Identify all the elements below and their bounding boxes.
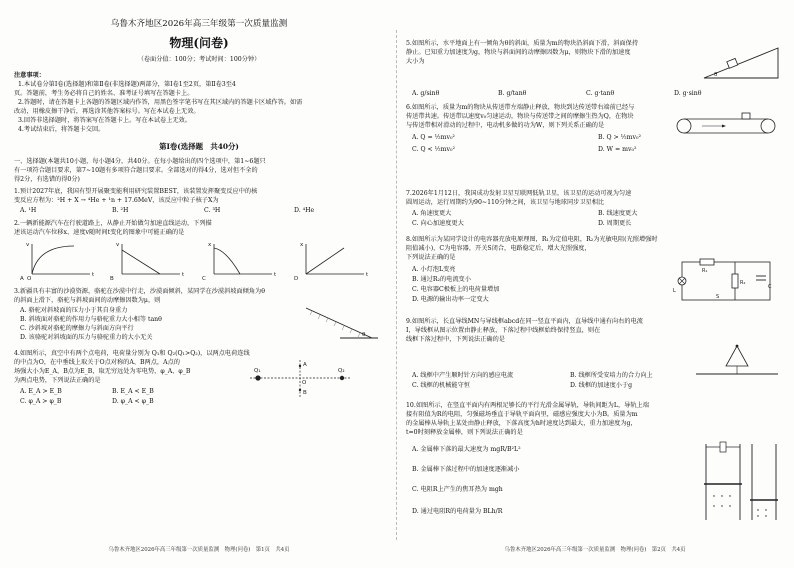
footer-right: 乌鲁木齐地区2026年高三年级第一次质量监测 物理(问卷) 第2页 共4页 xyxy=(504,547,686,553)
q4-line: 4.如图所示，真空中有两个点电荷，电荷量分别为 Q₁和 Q₂(Q₁>Q₂)，以两点电荷连线 xyxy=(14,350,250,357)
q8-option-c[interactable]: C. 电容器C极板上的电荷量增加 xyxy=(412,286,500,293)
q7-line: 7.2026年1月12日，我国成功发射卫星互联网低轨卫星，该卫星的运动可视为匀速 xyxy=(406,190,632,197)
q5-option-c[interactable]: C. g·tanθ xyxy=(586,90,615,97)
q6-option-a[interactable]: A. Q = ½mv₀² xyxy=(412,134,455,141)
page-left xyxy=(4,0,394,568)
q8-option-d[interactable]: D. 电源的输出功率一定变大 xyxy=(412,296,489,303)
q8-line: 下列说法正确的是 xyxy=(406,254,456,261)
notice-line: 4.考试结束后，将答题卡交回。 xyxy=(18,126,105,133)
q8-option-a[interactable]: A. 小灯泡L变亮 xyxy=(412,266,456,273)
q9-option-c[interactable]: C. 线框的机械能守恒 xyxy=(412,382,470,389)
notice-line: 2.答题时，请在答题卡上各题的答题区域内作答，用黑色签字笔书写在其区域内的答题卡区域作答。如需 xyxy=(18,99,303,106)
page-divider xyxy=(396,30,397,540)
q1-option-a[interactable]: A. ¹H xyxy=(20,207,37,214)
q10-option-d[interactable]: D. 通过电阻R的电荷量为 BLh/R xyxy=(412,508,503,515)
q10-line: 10.如图所示，在竖直平面内有两根足够长的平行光滑金属导轨，导轨间距为L，导轨上端 xyxy=(406,402,649,409)
q1-line: 1.预计2027年底，我国有望开展聚变能利用研究装置BEST，该装置发挥聚变反应中的核 xyxy=(14,188,258,195)
q3-line: 3.新疆具有丰富的沙漠资源，骆驼在沙漠中行走，沙漠面倾斜，某同学在沙漠斜坡面倾角为θ xyxy=(14,288,265,295)
q7-option-a[interactable]: A. 角速度更大 xyxy=(412,210,452,217)
exam-title: 乌鲁木齐地区2026年高三年级第一次质量监测 xyxy=(110,19,288,29)
q4-label-q1: Q₁ xyxy=(254,368,261,374)
q10-option-c[interactable]: C. 电阻R上产生的焦耳热为 mgh xyxy=(412,486,503,493)
q3-line: 的斜面上滑下，骆驼与斜坡面间的动摩擦因数为μ，则 xyxy=(14,297,161,304)
q5-angle-label: θ xyxy=(714,72,718,78)
q3-angle-label: θ xyxy=(362,332,366,338)
q8-label-c: C xyxy=(768,284,772,290)
notice-line: 页。答题前，考生务必将自己的姓名、准考证号填写在答题卡上。 xyxy=(14,90,194,97)
q9-option-d[interactable]: D. 线框的加速度小于g xyxy=(570,382,633,389)
q7-line: 圆周运动，运行周期约为90~110分钟之间，该卫星与地球同步卫星相比 xyxy=(406,199,605,206)
q2-label-a[interactable]: A xyxy=(20,276,24,282)
subject-title: 物理(问卷) xyxy=(169,36,229,50)
q10-line: t=0时刻释放金属棒，则下列说法正确的是 xyxy=(406,429,523,436)
notice-line: 3.回答非选择题时，将答案写在答题卡上。写在本试卷上无效。 xyxy=(18,117,191,124)
q8-circuit-figure xyxy=(672,256,782,306)
q4-line: 为两点电势，下列说法正确的是 xyxy=(14,377,101,384)
q10-option-b[interactable]: B. 金属棒下落过程中的加速度逐渐减小 xyxy=(412,466,520,473)
q2-axis-t: t xyxy=(92,272,95,278)
q3-option-a[interactable]: A. 骆驼对斜坡面的压力小于其自身重力 xyxy=(20,307,128,314)
q2-label-c[interactable]: C xyxy=(202,276,206,282)
page-right xyxy=(400,0,790,568)
q9-line: 9.如图所示，长直导线MN与导线框abcd在同一竖直平面内，直导线中通有向右的电流 xyxy=(406,318,643,325)
exam-info: （卷面分值：100分；考试时间：100分钟） xyxy=(137,56,261,63)
q4-label-b: B xyxy=(303,390,307,396)
q8-label-s: S xyxy=(716,294,720,300)
section-title: 第Ⅰ卷(选择题 共40分) xyxy=(159,142,239,151)
q9-option-a[interactable]: A. 线框中产生顺时针方向的感应电流 xyxy=(412,372,514,379)
q6-option-c[interactable]: C. Q < ½mv₀² xyxy=(412,146,455,153)
q4-line: 的中点为O，在中垂线上取关于O点对称的A、B两点，A点的 xyxy=(14,359,180,366)
q1-line: 变反应方程为：²H + X → ⁴He + ¹n + 17.6MeV，该反应中粒子核子X为 xyxy=(14,197,219,204)
q5-option-a[interactable]: A. g/sinθ xyxy=(412,90,440,97)
q2-label-d[interactable]: D xyxy=(294,276,299,282)
notice-line: 改动，用橡皮擦干净后，再选涂其他答案标号。写在本试卷上无效。 xyxy=(14,108,200,115)
q1-option-c[interactable]: C. ³H xyxy=(204,207,221,214)
q1-option-b[interactable]: B. ²H xyxy=(112,207,129,214)
q2-axis-x: x xyxy=(208,242,212,248)
footer-left: 乌鲁木齐地区2026年高三年级第一次质量监测 物理(问卷) 第1页 共4页 xyxy=(108,547,290,553)
instruction-line: 得2分，有选错的得0分) xyxy=(14,176,80,183)
q4-option-a[interactable]: A. E_A > E_B xyxy=(20,388,62,395)
q3-slope-figure xyxy=(300,304,380,344)
q2-axis-t: t xyxy=(182,272,185,278)
q4-charges-figure xyxy=(240,356,360,402)
q5-option-d[interactable]: D. g·sinθ xyxy=(674,90,702,97)
instruction-line: 有一项符合题目要求，第7~10题有多项符合题目要求。全部选对的得4分，选对但不全的 xyxy=(14,167,258,174)
q4-option-c[interactable]: C. φ_A > φ_B xyxy=(20,398,62,405)
q2-axis-v: v xyxy=(26,242,30,248)
q2-axis-x: x xyxy=(300,242,304,248)
q10-line: 接有阻值为R的电阻，匀强磁场垂直于导轨平面向里，磁感应强度大小为B。质量为m xyxy=(406,411,638,418)
q10-line: 的金属棒从导轨上某处由静止释放，下落高度为h时速度达到最大，重力加速度为g， xyxy=(406,420,637,427)
q8-line: 阻值减小)，C为电容器，开关S闭合，电路稳定后，增大光照强度， xyxy=(406,245,591,252)
q6-conveyor-figure xyxy=(672,112,782,138)
q6-line: 6.如图所示，质量为m的物块从传送带左端静止释放，物块到达传送带右端前已经与 xyxy=(406,104,635,111)
q2-axis-v: v xyxy=(116,242,120,248)
q10-option-a[interactable]: A. 金属棒下落的最大速度为 mgR/B²L² xyxy=(412,446,521,453)
q3-option-c[interactable]: C. 沙斜坡对骆驼的摩擦力与斜面方向平行 xyxy=(20,325,134,332)
q9-frame-figure xyxy=(690,340,784,380)
q7-option-d[interactable]: D. 周期更长 xyxy=(598,220,632,227)
q4-label-a: A xyxy=(303,362,307,368)
q8-label-r2: R₂ xyxy=(740,280,746,286)
q7-option-b[interactable]: B. 线速度更大 xyxy=(598,210,638,217)
q9-line: I，导线框从图示位置由静止释放，下落过程中线框始终保持竖直，则在 xyxy=(406,327,601,334)
q4-line: 场强大小为E_A，B点为E_B，取无穷远处为零电势，φ_A、φ_B xyxy=(14,368,191,375)
q2-graphs-figure xyxy=(18,240,378,282)
q5-option-b[interactable]: B. g/tanθ xyxy=(498,90,527,97)
q2-line: 2.一辆新能源汽车在行驶道路上，从静止开始做匀加速直线运动，下列描 xyxy=(14,220,212,227)
q3-option-b[interactable]: B. 斜坡面对骆驼的作用力与骆驼重力大小相等 tanθ xyxy=(20,316,162,323)
q5-incline-figure xyxy=(700,40,786,86)
q9-option-b[interactable]: B. 线框所受安培力的合力向上 xyxy=(570,372,653,379)
q2-axis-t: t xyxy=(366,272,369,278)
q4-label-q2: Q₂ xyxy=(338,368,345,374)
q6-option-b[interactable]: B. Q > ½mv₀² xyxy=(598,134,641,141)
q8-label-l: L xyxy=(673,288,676,294)
q9-line: 线框下落过程中，下列说法正确的是 xyxy=(406,336,505,343)
q8-line: 8.如图所示为某同学设计的电容器充放电原理图，R₁为定值电阻，R₂为光敏电阻(光照增强时 xyxy=(406,236,658,243)
q2-axis-t: t xyxy=(274,272,277,278)
q2-origin: O xyxy=(27,276,32,282)
q7-option-c[interactable]: C. 向心加速度更大 xyxy=(412,220,464,227)
q4-label-o: O xyxy=(302,380,307,386)
q8-option-b[interactable]: B. 通过R₂的电流变小 xyxy=(412,276,471,283)
q4-option-b[interactable]: B. E_A < E_B xyxy=(112,388,154,395)
q5-line: 5.如图所示，水平地面上有一倾角为θ的斜面，质量为m的物块沿斜面下滑，斜面保持 xyxy=(406,40,639,47)
q4-option-d[interactable]: D. φ_A < φ_B xyxy=(112,398,154,405)
q6-line: 与传送带相对滑动的过程中，电动机多做的功为W，则下列关系正确的是 xyxy=(406,122,605,129)
q2-label-b[interactable]: B xyxy=(110,276,114,282)
q8-label-r1: R₁ xyxy=(702,268,708,274)
q5-line: 静止。已知重力加速度为g，物块与斜面间的动摩擦因数为μ，则物块下滑的加速度 xyxy=(406,49,631,56)
notice-heading: 注意事项： xyxy=(14,72,45,79)
q10-rails-figure xyxy=(686,440,786,524)
q1-option-d[interactable]: D. ⁴He xyxy=(294,207,315,214)
q2-line: 述该运动汽车位移x、速度v随时间t变化的图象中可能正确的是 xyxy=(14,229,185,236)
notice-line: 1.本试卷分第Ⅰ卷(选择题)和第Ⅱ卷(非选择题)两部分，第Ⅰ卷1至2页，第Ⅱ卷3至4 xyxy=(18,81,236,88)
q6-line: 传送带共速。传送带以速度v₀匀速运动，物块与传送带之间的摩擦生热为Q，在物块 xyxy=(406,113,634,120)
instruction-line: 一、选择题(本题共10小题，每小题4分，共40分。在每小题给出的四个选项中，第1~6题只 xyxy=(14,158,266,165)
q3-option-d[interactable]: D. 该骆驼对斜坡面的压力与骆驼重力的大小无关 xyxy=(20,334,153,341)
q6-option-d[interactable]: D. W = mv₀² xyxy=(598,146,637,153)
q5-line: 大小为 xyxy=(406,58,425,65)
